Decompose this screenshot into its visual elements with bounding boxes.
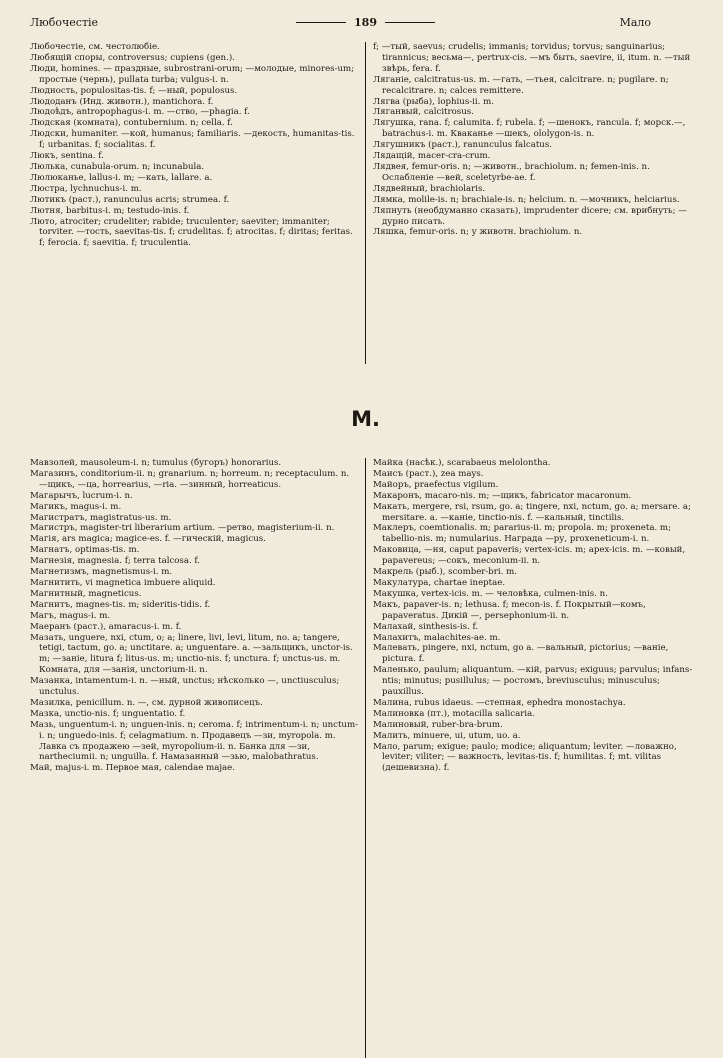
dictionary-entry: Лядвея, femur-oris. n; —животн., brachiolum. n; femen-inis. n. Ослабленіе —вей, sceletyrbe-ae. f. [373,161,650,183]
dictionary-entry: Лягушка, rana. f; calumita. f; rubela. f; —шенокъ, rancula. f; морск.—, batrachus-i. m. Кваканье —шекъ, ololygon-is. n. [373,118,686,140]
dictionary-entry: Мазь, unguentum-i. n; unguen-inis. n; ceroma. f; intrimentum-i. n; unctum-i. n; unguedo-inis. f; celagmatium. n. Продавецъ —зи, myropola. m. Лавка съ продажею —зей, myropolium-ii. n. Банка для —зи, nartheciumii. n; unguilla. f. Намазанный —зью, malobathratus. [30,719,359,763]
dictionary-entry: Люлюканье, lallus-i. m; —кать, lallare. a. [30,172,213,183]
dictionary-entry: Мавзолей, mausoleum-i. n; tumulus (бугоръ) honorarius. [30,458,282,468]
dictionary-entry: Люто, atrociter; crudeliter; rabide; truculenter; saeviter; immaniter; torviter. —тость, saevitas-tis. f; crudelitas. f; atrocitas. f; diritas; feritas. f; ferocia. f; saevitia. f; truculentia. [30,216,353,249]
column-divider [365,458,366,1058]
dictionary-entry: Лядащій, macer-cra-crum. [373,151,491,162]
dictionary-entry: Магія, ars magica; magice-es. f. —гическій, magicus. [30,534,266,545]
dictionary-entry: Ляшка, femur-oris. n; у животн. brachiolum. n. [373,227,583,238]
dictionary-entry: Малить, minuere, ui, utum, uo. a. [373,730,521,741]
dictionary-entry: Майка (насѣк.), scarabaeus melolontha. [373,458,551,468]
dictionary-entry: Магарычъ, lucrum-i. n. [30,490,133,501]
dictionary-entry: Люкъ, sentina. f. [30,151,104,162]
dictionary-entry: Малевать, pingere, nxi, nctum, go a. —вальный, pictorius; —ваніе, pictura. f. [373,643,669,665]
dictionary-entry: Макулатура, chartae ineptae. [373,577,506,588]
dictionary-entry: Мазать, unguere, nxi, ctum, o; a; linere, livi, levi, litum, no. a; tangere, tetigi, tactum, go. a; unctitare. a; unguentare. a. —зальщикъ, unctor-is. m; —заніе, litura f; litus-us. m; unctio-nis. f; unctura. f; unctus-us. m. Комната, для —занія, unctorium-ii. n. [30,632,353,676]
dictionary-entry: Лютикъ (раст.), ranunculus acris; strumea. f. [30,194,230,205]
dictionary-entry: Малахай, sinthesis-is. f. [373,621,479,632]
page-number: 189 [354,15,377,29]
dictionary-entry: Макъ, papaver-is. n; lethusa. f; mecon-is. f. Покрытый—комъ, papaveratus. Дикій —, persephonium-ii. n. [373,599,646,621]
header-rule-left [296,22,346,23]
dictionary-entry: Магнитить, vi magnetica imbuere aliquid. [30,577,216,588]
dictionary-entry: Любочестіе, см. честолюбіе. [30,42,160,52]
top-section [30,42,701,364]
dictionary-entry: Малина, rubus idaeus. —степная, ephedra monostachya. [373,697,626,708]
dictionary-entry: Мазка, unctio-nis. f; unguentatio. f. [30,708,186,719]
dictionary-entry: Люди, homines. — праздные, subrostrani-orum; —молодые, minores-um; простые (чернь), pullata turba; vulgus-i. n. [30,63,355,85]
dictionary-entry: Лягушникъ (раст.), ranunculus falcatus. [373,140,552,151]
top-left-column [30,42,358,364]
header-rule-right [385,22,435,23]
page-number-group [296,16,435,29]
section-letter-heading: М. [351,407,380,431]
dictionary-entry: Маклеръ, coemtionalis. m; pararius-ii. m; propola. m; proxeneta. m; tabellio-nis. m; numularius. Награда —ру, proxeneticum-i. n. [373,523,671,545]
dictionary-entry: Мазанка, intamentum-i. n. —ный, unctus; нѣсколько —, unctiusculus; unctulus. [30,676,340,698]
dictionary-entry: Маисъ (раст.), zea mays. [373,468,484,479]
dictionary-entry: Лютня, barbitus-i. m; testudo-inis. f. [30,205,190,216]
dictionary-entry: Макаронъ, macaro-nis. m; —щикъ, fabricator macaronum. [373,490,632,501]
dictionary-entry: Людоданъ (Инд. животн.), mantichora. f. [30,96,214,107]
header-right-guideword: Мало [619,15,651,29]
dictionary-entry: Маленько, paulum; aliquantum. —кій, parvus; exiguus; parvulus; infans-ntis; minutus; pusillulus; — ростомъ, breviusculus; minusculus; pauxillus. [373,665,693,698]
dictionary-entry: Малахитъ, malachites-ae. m. [373,632,501,643]
bottom-section [30,458,701,1058]
dictionary-entry: Магистръ, magister-tri liberarium artium. —ретво, magisterium-ii. n. [30,523,335,534]
dictionary-entry: Людность, populositas-tis. f; —ный, populosus. [30,85,238,96]
dictionary-entry: Ляганвый, calcitrosus. [373,107,474,118]
dictionary-entry: Магнитъ, magnes-tis. m; sideritis-tidis. f. [30,599,211,610]
dictionary-entry: Лямка, molile-is. n; brachiale-is. n; helcium. n. —мочникъ, helciarius. [373,194,680,205]
dictionary-entry: Мало, parum; exigue; paulo; modice; aliquantum; leviter. —ловажно, leviter; viliter; — важность, levitas-tis. f; humilitas. f; mt. vilitas (дешевизна). f. [373,741,677,774]
dictionary-entry: Май, majus-i. m. Первое мая, calendae majae. [30,763,235,774]
dictionary-entry: Маковица, —ня, caput papaveris; vertex-icis. m; apex-icis. m. —ковый, papavereus; —сокъ, meconium-ii. n. [373,545,686,567]
dictionary-entry: Маеранъ (раст.), amaracus-i. m. f. [30,621,182,632]
dictionary-entry: Ляганіе, calcitratus-us. m. —гать, —тьея, calcitrare. n; pugilare. n; recalcitrare. n; calces remittere. [373,74,669,96]
column-divider [365,42,366,364]
running-header [30,12,701,32]
dictionary-entry: Мазилка, penicillum. n. —, см. дурной живописецъ. [30,697,263,708]
dictionary-entry: Макать, mergere, rsi, rsum, go. a; tingere, nxi, nctum, go. a; mersare. a; mersitare. a. —каніе, tinctio-nis. f. —кальный, tinctilis. [373,501,691,523]
dictionary-entry: Людски, humaniter. —кой, humanus; familiaris. —декость, humanitas-tis. f; urbanitas. f; socialitas. f. [30,129,355,151]
dictionary-entry: Магнезія, magnesia. f; terra talcosa. f. [30,556,201,567]
bottom-right-column [373,458,701,1058]
dictionary-entry: Лядвейный, brachiolaris. [373,183,486,194]
header-left-guideword: Любочестіе [30,15,99,29]
dictionary-entry: Магазинъ, conditorium-ii. n; granarium. n; horreum. n; receptaculum. n. —щикъ, —ца, horrearius, —ria. —зинный, horreaticus. [30,468,350,490]
dictionary-entry: Малиновый, ruber-bra-brum. [373,719,503,730]
dictionary-entry: Магнатъ, optimas-tis. m. [30,545,140,556]
dictionary-entry: Людоѣдъ, antropophagus-i. m. —ство, —phagia. f. [30,107,250,118]
dictionary-entry: Макушка, vertex-icis. m. — человѣка, culmen-inis. n. [373,588,608,599]
dictionary-entry: Людская (комната), contubernium. n; cella. f. [30,118,233,129]
bottom-left-column [30,458,358,1058]
dictionary-entry: Малиновка (пт.), motacilla salicaria. [373,708,535,719]
top-right-column [373,42,701,364]
dictionary-entry: f; —тый, saevus; crudelis; immanis; torvidus; torvus; sanguinarius; tirannicus; весьма—, pertrux-cis. —мъ быть, saevire, ii, itum. n. —тый звѣрь, fera. f. [373,42,691,74]
dictionary-entry: Ляпнуть (необдуманно сказать), imprudenter dicere; см. врибнуть; — дурно писать. [373,205,687,227]
dictionary-entry: Магъ, magus-i. m. [30,610,111,621]
dictionary-entry: Магнитный, magneticus. [30,588,142,599]
dictionary-entry: Магистратъ, magistratus-us. m. [30,512,172,523]
dictionary-entry: Магикъ, magus-i. m. [30,501,122,512]
dictionary-entry: Макрель (рыб.), scomber-bri. m. [373,567,518,578]
dictionary-entry: Любящій споры, controversus; cupiens (gen.). [30,52,235,63]
dictionary-entry: Майоръ, praefectus vigilum. [373,479,499,490]
dictionary-entry: Люлька, cunabula-orum. n; incunabula. [30,161,205,172]
dictionary-entry: Люстра, lychnuchus-i. m. [30,183,142,194]
dictionary-entry: Лягва (рыба), lophius-ii. m. [373,96,494,107]
dictionary-entry: Магнетизмъ, magnetismus-i. m. [30,567,173,578]
